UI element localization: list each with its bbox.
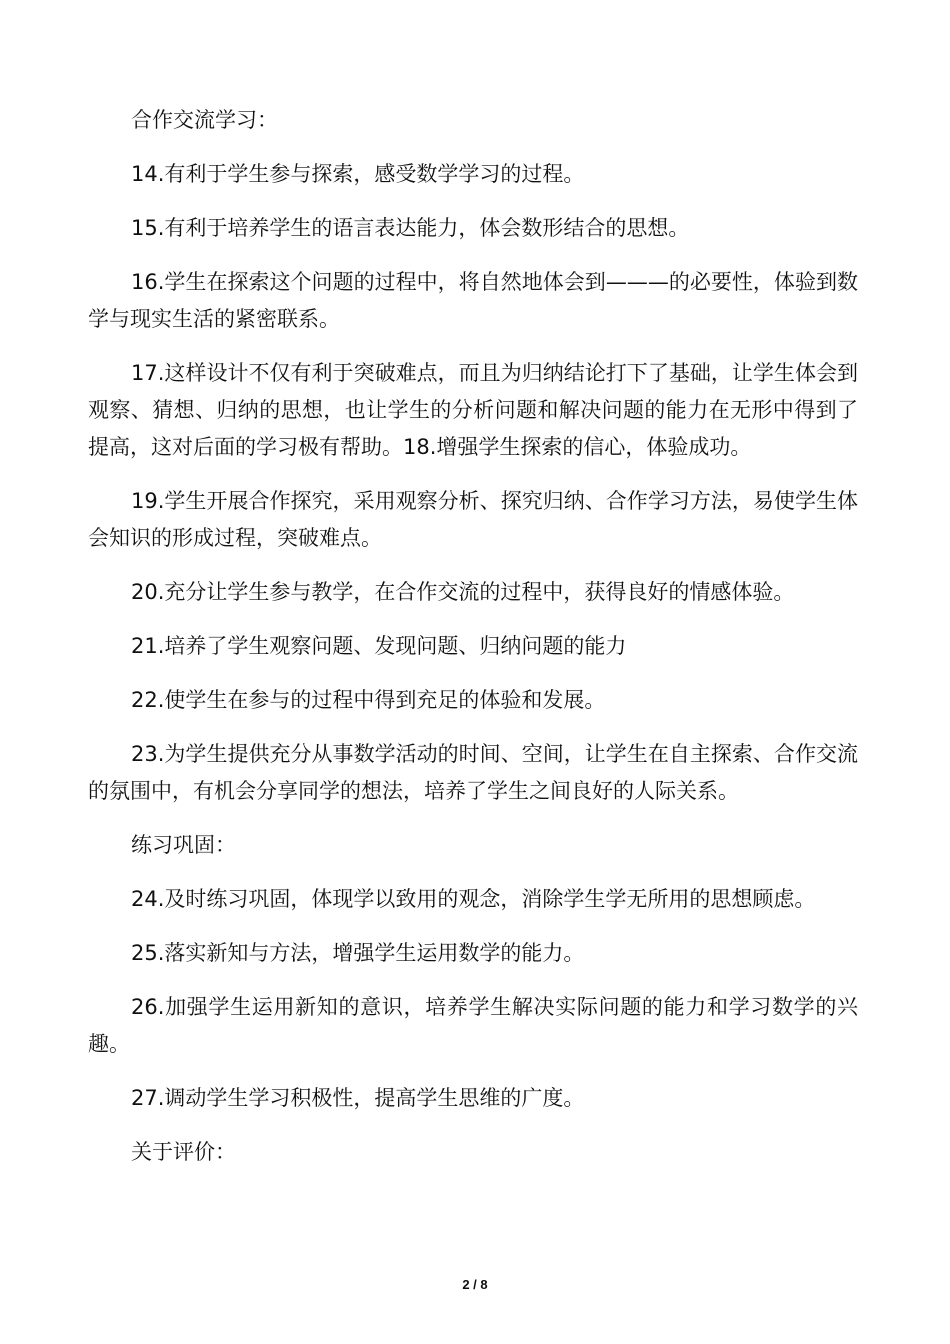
paragraph-20: 20.充分让学生参与教学，在合作交流的过程中，获得良好的情感体验。 <box>131 580 795 604</box>
paragraph-25: 25.落实新知与方法，增强学生运用数学的能力。 <box>131 941 585 965</box>
paragraph-16: 16.学生在探索这个问题的过程中，将自然地体会到———的必要性，体验到数学与现实生活的紧密联系。 <box>88 270 858 331</box>
paragraph-17-18: 17.这样设计不仅有利于突破难点，而且为归纳结论打下了基础，让学生体会到观察、猜想、归纳的思想，也让学生的分析问题和解决问题的能力在无形中得到了提高，这对后面的学习极有帮助。18.增强学生探索的信心，体验成功。 <box>88 361 858 459</box>
section-heading-cooperation: 合作交流学习： <box>131 108 278 132</box>
paragraph-24: 24.及时练习巩固，体现学以致用的观念，消除学生学无所用的思想顾虑。 <box>131 887 816 911</box>
paragraph-26: 26.加强学生运用新知的意识，培养学生解决实际问题的能力和学习数学的兴趣。 <box>88 995 858 1056</box>
section-heading-evaluation: 关于评价： <box>131 1140 236 1164</box>
paragraph-23: 23.为学生提供充分从事数学活动的时间、空间，让学生在自主探索、合作交流的氛围中，有机会分享同学的想法，培养了学生之间良好的人际关系。 <box>88 742 858 803</box>
paragraph-27: 27.调动学生学习积极性，提高学生思维的广度。 <box>131 1086 585 1110</box>
paragraph-19: 19.学生开展合作探究，采用观察分析、探究归纳、合作学习方法，易使学生体会知识的形成过程，突破难点。 <box>88 489 858 550</box>
paragraph-22: 22.使学生在参与的过程中得到充足的体验和发展。 <box>131 688 606 712</box>
paragraph-15: 15.有利于培养学生的语言表达能力，体会数形结合的思想。 <box>131 216 690 240</box>
paragraph-21: 21.培养了学生观察问题、发现问题、归纳问题的能力 <box>131 634 627 658</box>
page-number: 2 / 8 <box>462 1277 488 1292</box>
section-heading-practice: 练习巩固： <box>131 833 236 857</box>
paragraph-14: 14.有利于学生参与探索，感受数学学习的过程。 <box>131 162 585 186</box>
document-body <box>88 102 858 1188</box>
